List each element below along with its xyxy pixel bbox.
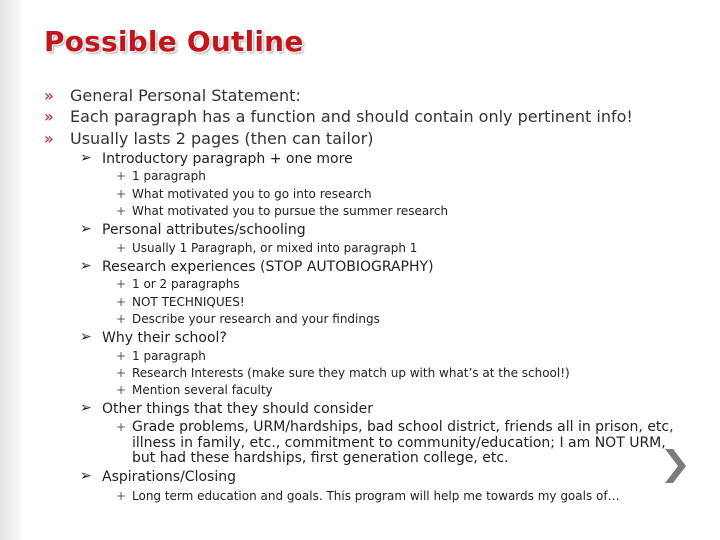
bullet-marker: » [44,129,54,148]
bullet-text: Each paragraph has a function and should contain only pertinent info! [70,107,633,126]
section-label: Aspirations/Closing [102,469,236,485]
item-text: Usually 1 Paragraph, or mixed into paragraph 1 [132,241,418,255]
sub-bullet-marker: ➢ [80,400,92,416]
plus-marker: + [116,295,127,309]
plus-marker: + [116,383,127,397]
plus-marker: + [116,312,127,326]
item-text: NOT TECHNIQUES! [132,295,245,309]
sub-bullet-marker: ➢ [80,221,92,237]
plus-marker: + [116,187,127,201]
item-text: 1 paragraph [132,349,206,363]
plus-marker: + [116,204,127,218]
plus-marker: + [116,349,127,363]
plus-marker: + [116,241,127,255]
bullet-text: General Personal Statement: [70,86,301,105]
item-text: Mention several faculty [132,383,273,397]
item-text: What motivated you to go into research [132,187,372,201]
bullet-marker: » [44,107,54,126]
item-text: Research Interests (make sure they match up with what’s at the school!) [132,366,570,380]
plus-marker: + [116,489,127,503]
list-item [116,419,692,467]
section-label: Research experiences (STOP AUTOBIOGRAPHY) [102,259,434,275]
section-label: Why their school? [102,330,227,346]
item-text: 1 or 2 paragraphs [132,277,240,291]
chevron-right-icon[interactable] [660,446,690,486]
item-text: What motivated you to pursue the summer research [132,204,449,218]
sub-bullet-marker: ➢ [80,468,92,484]
bullet-text: Usually lasts 2 pages (then can tailor) [70,129,374,148]
item-text: Grade problems, URM/hardships, bad school district, friends all in prison, etc, illness in family, etc., commitment to community/education; I am NOT URM, but had these hardships, first generation college, etc. [132,419,674,466]
sub-bullet-marker: ➢ [80,150,92,166]
plus-marker: + [116,420,127,434]
item-text: Long term education and goals. This program will help me towards my goals of… [132,489,620,503]
plus-marker: + [116,169,127,183]
slide-title: Possible Outline [44,25,304,58]
plus-marker: + [116,277,127,291]
left-accent-bar [0,0,20,540]
bullet-marker: » [44,86,54,105]
chevron-right-icon-graphic [660,446,690,486]
plus-marker: + [116,366,127,380]
section-label: Introductory paragraph + one more [102,151,353,167]
sub-bullet-marker: ➢ [80,329,92,345]
item-text: 1 paragraph [132,169,206,183]
section-label: Other things that they should consider [102,401,373,417]
sub-bullet-marker: ➢ [80,258,92,274]
item-text: Describe your research and your findings [132,312,380,326]
section-label: Personal attributes/schooling [102,222,306,238]
